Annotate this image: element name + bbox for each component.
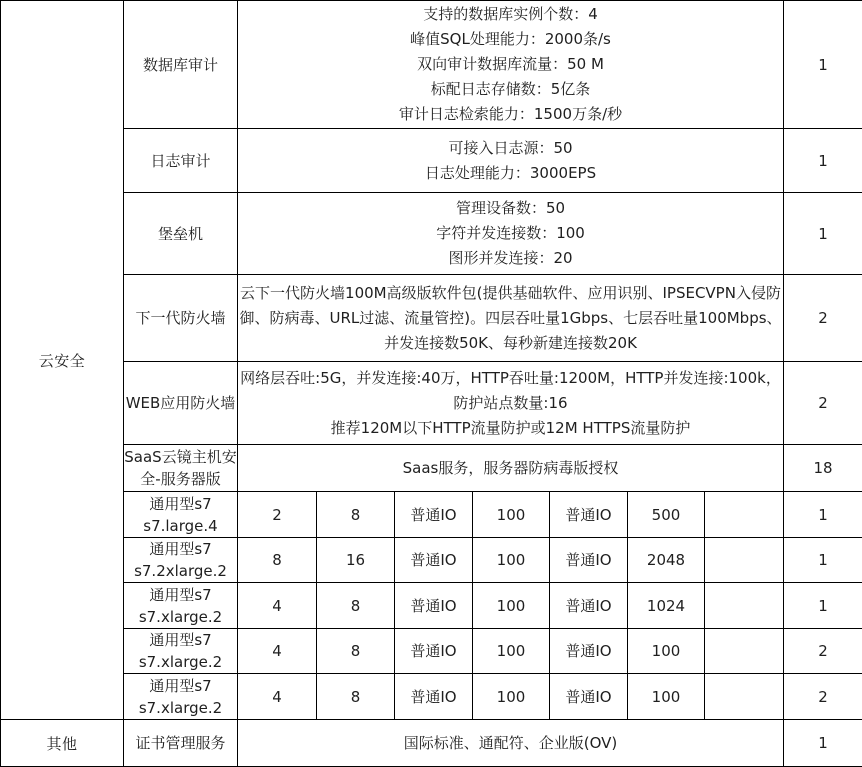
spec-value-cell: 普通IO [395, 538, 473, 583]
spec-value-cell: 普通IO [550, 492, 628, 538]
product-name-cell: 证书管理服务 [124, 720, 238, 767]
spec-value-cell: 100 [473, 538, 550, 583]
spec-line: Saas服务，服务器防病毒版授权 [402, 458, 619, 477]
spec-cell [238, 362, 784, 445]
spec-value-cell: 100 [473, 583, 550, 629]
quantity-cell: 18 [784, 445, 862, 492]
spec-value-cell: 16 [317, 538, 395, 583]
spec-cell [238, 129, 784, 193]
quantity-cell: 1 [784, 492, 862, 538]
spec-value-cell-empty [705, 583, 784, 629]
spec-value-cell: 普通IO [395, 629, 473, 674]
spec-value-cell: 普通IO [550, 674, 628, 720]
spec-line: 峰值SQL处理能力：2000条/s [410, 30, 611, 48]
table-row [1, 492, 862, 538]
product-name-cell: 通用型s7 s7.xlarge.2 [124, 674, 238, 720]
spec-value-cell: 100 [628, 629, 705, 674]
quantity-cell: 1 [784, 538, 862, 583]
table-row [1, 445, 862, 492]
quantity-cell: 2 [784, 275, 862, 362]
spec-value-cell: 普通IO [395, 674, 473, 720]
spec-value-cell: 8 [317, 629, 395, 674]
spec-value-cell: 100 [473, 492, 550, 538]
product-name-cell: 下一代防火墙 [124, 275, 238, 362]
spec-value-cell: 1024 [628, 583, 705, 629]
quantity-cell: 2 [784, 362, 862, 445]
category-cell-cloud-security: 云安全 [1, 1, 124, 720]
spec-cell [238, 193, 784, 275]
product-name-cell: 通用型s7 s7.2xlarge.2 [124, 538, 238, 583]
table-row [1, 538, 862, 583]
table-row [1, 629, 862, 674]
spec-value-cell: 4 [238, 629, 317, 674]
spec-value-cell-empty [705, 674, 784, 720]
spec-line: 日志处理能力：3000EPS [424, 163, 597, 182]
spec-value-cell: 8 [317, 674, 395, 720]
spec-line: 可接入日志源：50 [448, 138, 573, 157]
spec-value-cell-empty [705, 538, 784, 583]
table-row [1, 674, 862, 720]
spec-line: 推荐120M以下HTTP流量防护或12M HTTPS流量防护 [330, 418, 691, 437]
product-name-cell: 通用型s7 s7.xlarge.2 [124, 629, 238, 674]
spec-cell [238, 1, 784, 129]
spec-line: 网络层吞吐:5G，并发连接:40万，HTTP吞吐量:1200M，HTTP并发连接:100k，防护站点数量:16 [240, 368, 781, 412]
spec-line: 管理设备数：50 [455, 199, 566, 217]
table-row [1, 129, 862, 193]
spec-value-cell: 2 [238, 492, 317, 538]
product-name-cell: 日志审计 [124, 129, 238, 193]
spec-line: 支持的数据库实例个数：4 [423, 5, 598, 23]
table-row [1, 583, 862, 629]
spec-line: 审计日志检索能力：1500万条/秒 [398, 105, 623, 123]
table-row [1, 193, 862, 275]
spec-value-cell: 8 [317, 583, 395, 629]
product-name-cell: SaaS云镜主机安全-服务器版 [124, 445, 238, 492]
table-row [1, 362, 862, 445]
spec-value-cell: 8 [317, 492, 395, 538]
spec-line: 标配日志存储数：5亿条 [430, 80, 591, 98]
spec-value-cell: 普通IO [395, 583, 473, 629]
product-name-cell: 通用型s7 s7.large.4 [124, 492, 238, 538]
spec-value-cell: 100 [628, 674, 705, 720]
product-name-cell: 数据库审计 [124, 1, 238, 129]
spec-line: 云下一代防火墙100M高级版软件包(提供基础软件、应用识别、IPSECVPN入侵防御、防病毒、URL过滤、流量管控)。四层吞吐量1Gbps、七层吞吐量100Mbps、并发连接数50K、每秒新建连接数20K [239, 283, 782, 352]
spec-value-cell: 100 [473, 674, 550, 720]
spec-line: 字符并发连接数：100 [436, 224, 585, 242]
quantity-cell: 2 [784, 629, 862, 674]
spec-cell [238, 275, 784, 362]
category-cell-other: 其他 [1, 720, 124, 767]
quantity-cell: 1 [784, 129, 862, 193]
spec-value-cell: 普通IO [550, 629, 628, 674]
spec-value-cell: 500 [628, 492, 705, 538]
spec-value-cell-empty [705, 629, 784, 674]
spec-value-cell: 4 [238, 583, 317, 629]
spec-value-cell: 普通IO [395, 492, 473, 538]
spec-line: 双向审计数据库流量：50 M [417, 55, 604, 73]
quantity-cell: 1 [784, 1, 862, 129]
quantity-cell: 1 [784, 720, 862, 767]
spec-value-cell-empty [705, 492, 784, 538]
table-row [1, 275, 862, 362]
spec-value-cell: 100 [473, 629, 550, 674]
product-name-cell: WEB应用防火墙 [124, 362, 238, 445]
quantity-cell: 2 [784, 674, 862, 720]
product-name-cell: 堡垒机 [124, 193, 238, 275]
spec-line: 国际标准、通配符、企业版(OV) [403, 733, 618, 752]
spec-value-cell: 普通IO [550, 538, 628, 583]
quantity-cell: 1 [784, 583, 862, 629]
quantity-cell: 1 [784, 193, 862, 275]
spec-cell [238, 445, 784, 492]
table-row [1, 1, 862, 129]
table-row [1, 720, 862, 767]
spec-cell [238, 720, 784, 767]
spec-line: 图形并发连接：20 [448, 249, 573, 267]
product-name-cell: 通用型s7 s7.xlarge.2 [124, 583, 238, 629]
spec-value-cell: 4 [238, 674, 317, 720]
spec-value-cell: 普通IO [550, 583, 628, 629]
spec-value-cell: 8 [238, 538, 317, 583]
spec-value-cell: 2048 [628, 538, 705, 583]
